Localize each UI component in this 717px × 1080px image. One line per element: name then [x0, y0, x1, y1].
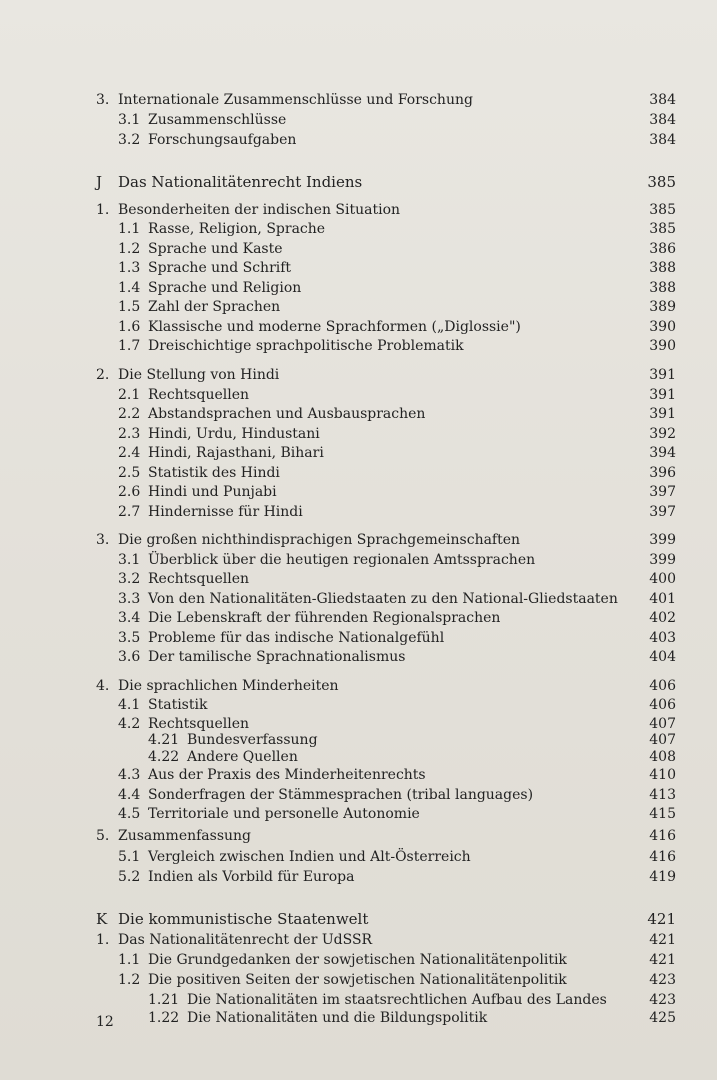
- toc-row: [0, 385, 717, 405]
- toc-row: [0, 258, 717, 278]
- toc-title: Sprache und Schrift: [148, 260, 292, 276]
- toc-number: 3.: [96, 92, 110, 108]
- toc-number: 4.4: [118, 787, 141, 803]
- toc-title: Andere Quellen: [187, 749, 298, 765]
- toc-page-number: 386: [649, 241, 676, 257]
- toc-number: 3.6: [118, 649, 141, 665]
- toc-chapter-row: [0, 909, 717, 929]
- toc-page-number: 421: [647, 910, 676, 928]
- toc-row: [0, 589, 717, 609]
- toc-row: [0, 200, 717, 220]
- toc-title: Die Nationalitäten im staatsrechtlichen Aufbau des Landes: [187, 992, 607, 1008]
- toc-title: Die Lebenskraft der führenden Regionalsprachen: [148, 610, 501, 626]
- toc-page-number: 423: [649, 972, 676, 988]
- toc-title: Sprache und Kaste: [148, 241, 283, 257]
- toc-page-number: 391: [649, 387, 676, 403]
- toc-row: [0, 550, 717, 570]
- toc-row: [0, 695, 717, 715]
- toc-number: 2.5: [118, 465, 141, 481]
- toc-row: [0, 365, 717, 385]
- toc-row: [0, 463, 717, 483]
- toc-title: Die Stellung von Hindi: [118, 367, 280, 383]
- toc-number: 4.: [96, 678, 110, 694]
- toc-row: [0, 785, 717, 805]
- toc-number: 2.: [96, 367, 110, 383]
- toc-title: Die großen nichthindisprachigen Sprachgemeinschaften: [118, 532, 521, 548]
- toc-title: Zahl der Sprachen: [148, 299, 281, 315]
- toc-row: [0, 530, 717, 550]
- toc-page-number: 406: [649, 678, 676, 694]
- toc-number: 1.1: [118, 221, 141, 237]
- toc-row: [0, 608, 717, 628]
- toc-title: Bundesverfassung: [187, 732, 318, 748]
- toc-title: Das Nationalitätenrecht Indiens: [118, 173, 363, 191]
- toc-title: Indien als Vorbild für Europa: [148, 869, 355, 885]
- toc-title: Die positiven Seiten der sowjetischen Nationalitätenpolitik: [148, 972, 567, 988]
- toc-number: 3.2: [118, 571, 141, 587]
- toc-title: Zusammenfassung: [118, 828, 252, 844]
- toc-number: 2.2: [118, 406, 141, 422]
- toc-title: Sonderfragen der Stämmesprachen (tribal languages): [148, 787, 534, 803]
- toc-title: Forschungsaufgaben: [148, 132, 297, 148]
- toc-number: 3.3: [118, 591, 141, 607]
- toc-title: Rasse, Religion, Sprache: [148, 221, 326, 237]
- toc-page-number: 425: [649, 1010, 676, 1026]
- toc-number: 4.2: [118, 716, 141, 732]
- toc-title: Die Nationalitäten und die Bildungspolitik: [187, 1010, 488, 1026]
- toc-number: 1.21: [148, 992, 180, 1008]
- toc-row: [0, 239, 717, 259]
- toc-title: Aus der Praxis des Minderheitenrechts: [148, 767, 426, 783]
- toc-page-number: 385: [649, 202, 676, 218]
- toc-page-number: 416: [649, 828, 676, 844]
- toc-row: [0, 765, 717, 785]
- toc-number: 3.: [96, 532, 110, 548]
- toc-number: 3.4: [118, 610, 141, 626]
- toc-number: 2.7: [118, 504, 141, 520]
- toc-number: 2.4: [118, 445, 141, 461]
- toc-title: Rechtsquellen: [148, 716, 250, 732]
- toc-page-number: 384: [649, 92, 676, 108]
- toc-title: Dreischichtige sprachpolitische Problematik: [148, 338, 464, 354]
- toc-number: 4.1: [118, 697, 141, 713]
- toc-number: 1.2: [118, 241, 141, 257]
- toc-row: [0, 297, 717, 317]
- toc-title: Abstandsprachen und Ausbausprachen: [148, 406, 426, 422]
- toc-row: [0, 826, 717, 846]
- toc-row: [0, 336, 717, 356]
- toc-page-number: 399: [649, 552, 676, 568]
- toc-number: 2.6: [118, 484, 141, 500]
- toc-number: 5.2: [118, 869, 141, 885]
- toc-page-number: 397: [649, 484, 676, 500]
- toc-number: 3.1: [118, 552, 141, 568]
- toc-number: 1.5: [118, 299, 141, 315]
- toc-page-number: 392: [649, 426, 676, 442]
- toc-number: 1.4: [118, 280, 141, 296]
- toc-number: 3.5: [118, 630, 141, 646]
- toc-title: Hindi, Rajasthani, Bihari: [148, 445, 324, 461]
- toc-row: [0, 569, 717, 589]
- toc-number: 1.1: [118, 952, 141, 968]
- toc-page-number: 396: [649, 465, 676, 481]
- toc-row: [0, 676, 717, 696]
- toc-number: 2.1: [118, 387, 141, 403]
- toc-page-number: 401: [649, 591, 676, 607]
- toc-page-number: 410: [649, 767, 676, 783]
- toc-title: Rechtsquellen: [148, 571, 250, 587]
- toc-number: 5.: [96, 828, 110, 844]
- toc-row: [0, 90, 717, 110]
- toc-title: Hindi, Urdu, Hindustani: [148, 426, 320, 442]
- toc-title: Klassische und moderne Sprachformen („Diglossie"): [148, 319, 521, 335]
- toc-number: 1.3: [118, 260, 141, 276]
- toc-title: Die sprachlichen Minderheiten: [118, 678, 339, 694]
- toc-title: Internationale Zusammenschlüsse und Forschung: [118, 92, 473, 108]
- toc-number: 4.5: [118, 806, 141, 822]
- toc-page-number: 399: [649, 532, 676, 548]
- toc-title: Statistik des Hindi: [148, 465, 280, 481]
- toc-page-number: 413: [649, 787, 676, 803]
- toc-page-number: 388: [649, 260, 676, 276]
- toc-title: Das Nationalitätenrecht der UdSSR: [118, 932, 373, 948]
- toc-row: [0, 867, 717, 887]
- toc-page-number: 389: [649, 299, 676, 315]
- toc-title: Hindi und Punjabi: [148, 484, 277, 500]
- toc-row: [0, 482, 717, 502]
- toc-row: [0, 278, 717, 298]
- toc-number: 2.3: [118, 426, 141, 442]
- toc-title: Probleme für das indische Nationalgefühl: [148, 630, 445, 646]
- toc-number: 1.22: [148, 1010, 180, 1026]
- toc-page-number: 390: [649, 319, 676, 335]
- toc-row: [0, 219, 717, 239]
- toc-number: 1.: [96, 202, 110, 218]
- toc-page-number: 384: [649, 132, 676, 148]
- toc-row: [0, 628, 717, 648]
- page-number: 12: [96, 1014, 114, 1030]
- toc-title: Zusammenschlüsse: [148, 112, 287, 128]
- toc-row: [0, 847, 717, 867]
- toc-title: Rechtsquellen: [148, 387, 250, 403]
- toc-page-number: 419: [649, 869, 676, 885]
- toc-row: [0, 747, 717, 767]
- toc-number: 4.22: [148, 749, 180, 765]
- toc-page-number: 385: [649, 221, 676, 237]
- toc-title: Überblick über die heutigen regionalen Amtssprachen: [148, 552, 536, 568]
- toc-title: Sprache und Religion: [148, 280, 302, 296]
- toc-chapter-row: [0, 172, 717, 192]
- toc-page-number: 407: [649, 716, 676, 732]
- toc-title: Vergleich zwischen Indien und Alt-Österreich: [148, 849, 471, 865]
- toc-page-number: 402: [649, 610, 676, 626]
- toc-page-number: 423: [649, 992, 676, 1008]
- toc-page-number: 403: [649, 630, 676, 646]
- toc-number: 4.21: [148, 732, 180, 748]
- toc-page-number: 406: [649, 697, 676, 713]
- toc-number: J: [96, 173, 103, 191]
- toc-number: 4.3: [118, 767, 141, 783]
- toc-number: 1.6: [118, 319, 141, 335]
- toc-row: [0, 970, 717, 990]
- toc-title: Besonderheiten der indischen Situation: [118, 202, 401, 218]
- toc-row: [0, 443, 717, 463]
- toc-page-number: 391: [649, 367, 676, 383]
- toc-row: [0, 804, 717, 824]
- toc-title: Die kommunistische Staatenwelt: [118, 910, 369, 928]
- toc-number: 1.7: [118, 338, 141, 354]
- toc-page-number: 415: [649, 806, 676, 822]
- toc-row: [0, 930, 717, 950]
- toc-page-number: 416: [649, 849, 676, 865]
- toc-page-number: 385: [647, 173, 676, 191]
- toc-row: [0, 424, 717, 444]
- toc-row: [0, 317, 717, 337]
- toc-page-number: 397: [649, 504, 676, 520]
- toc-page-number: 394: [649, 445, 676, 461]
- toc-row: [0, 950, 717, 970]
- toc-title: Der tamilische Sprachnationalismus: [148, 649, 406, 665]
- toc-row: [0, 130, 717, 150]
- toc-page-number: 407: [649, 732, 676, 748]
- toc-page-number: 391: [649, 406, 676, 422]
- toc-number: 5.1: [118, 849, 141, 865]
- toc-number: 1.: [96, 932, 110, 948]
- toc-number: 3.2: [118, 132, 141, 148]
- toc-page-number: 408: [649, 749, 676, 765]
- toc-title: Statistik: [148, 697, 208, 713]
- toc-row: [0, 502, 717, 522]
- toc-number: 3.1: [118, 112, 141, 128]
- toc-page-number: 400: [649, 571, 676, 587]
- toc-title: Die Grundgedanken der sowjetischen Nationalitätenpolitik: [148, 952, 567, 968]
- toc-page-number: 388: [649, 280, 676, 296]
- toc-row: [0, 404, 717, 424]
- toc-title: Territoriale und personelle Autonomie: [148, 806, 420, 822]
- toc-row: [0, 990, 717, 1010]
- toc-page-number: 421: [649, 952, 676, 968]
- toc-row: [0, 647, 717, 667]
- toc-page-number: 384: [649, 112, 676, 128]
- toc-page-number: 390: [649, 338, 676, 354]
- toc-number: K: [96, 910, 108, 928]
- toc-page-number: 421: [649, 932, 676, 948]
- toc-row: [0, 110, 717, 130]
- toc-page-number: 404: [649, 649, 676, 665]
- toc-title: Von den Nationalitäten-Gliedstaaten zu den National-Gliedstaaten: [148, 591, 618, 607]
- toc-number: 1.2: [118, 972, 141, 988]
- toc-title: Hindernisse für Hindi: [148, 504, 303, 520]
